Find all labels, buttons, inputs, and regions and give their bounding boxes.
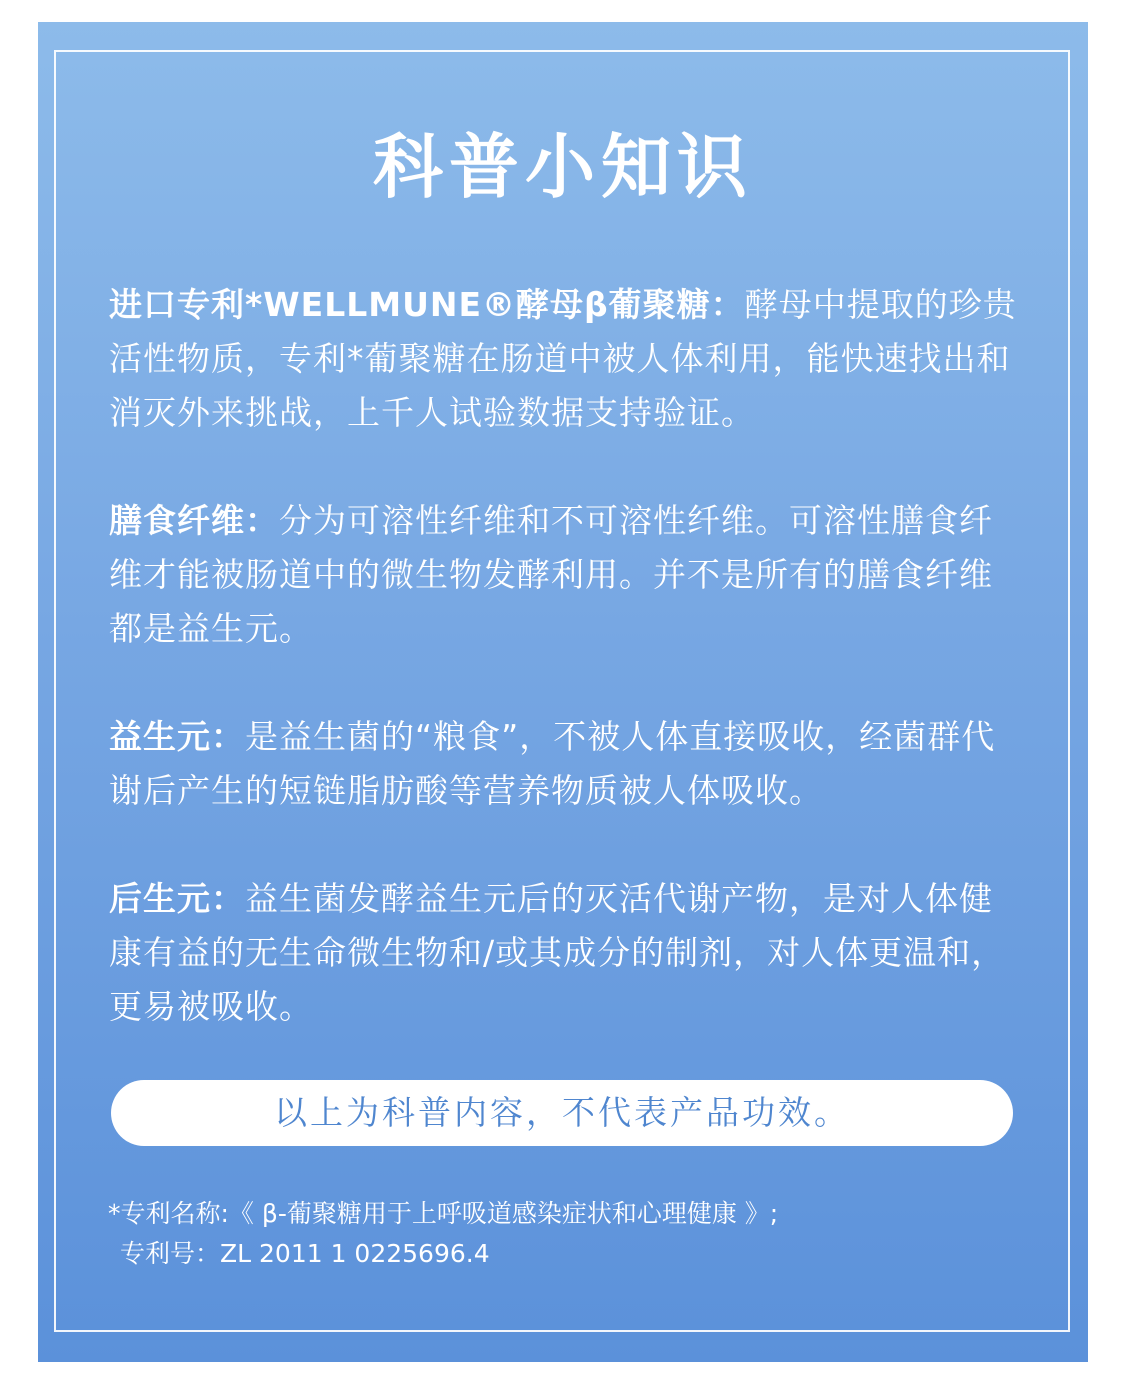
patent-footnote [108, 1194, 1008, 1274]
section-wellmune [109, 278, 1021, 440]
section-label: 进口专利*WELLMUNE®酵母β葡聚糖： [109, 285, 745, 324]
section-text: 是益生菌的“粮食”，不被人体直接吸收，经菌群代谢后产生的短链脂肪酸等营养物质被人体吸收。 [109, 717, 996, 810]
section-label: 后生元： [109, 879, 245, 918]
disclaimer-pill: 以上为科普内容，不代表产品功效。 [111, 1080, 1013, 1146]
patent-number-line: 专利号：ZL 2011 1 0225696.4 [120, 1239, 490, 1268]
section-text: 酵母中提取的珍贵活性物质，专利*葡聚糖在肠道中被人体利用，能快速找出和消灭外来挑战，上千人试验数据支持验证。 [109, 285, 1017, 432]
patent-name-line: *专利名称:《 β-葡聚糖用于上呼吸道感染症状和心理健康 》; [108, 1199, 779, 1228]
section-prebiotics [109, 710, 1021, 818]
section-text: 益生菌发酵益生元后的灭活代谢产物，是对人体健康有益的无生命微生物和/或其成分的制剂，对人体更温和，更易被吸收。 [109, 879, 1006, 1026]
section-postbiotics [109, 872, 1021, 1034]
section-dietary-fiber [109, 494, 1021, 656]
section-label: 益生元： [109, 717, 245, 756]
section-label: 膳食纤维： [109, 501, 279, 540]
knowledge-panel [38, 22, 1088, 1362]
page-title: 科普小知识 [373, 126, 753, 208]
section-text: 分为可溶性纤维和不可溶性纤维。可溶性膳食纤维才能被肠道中的微生物发酵利用。并不是所有的膳食纤维都是益生元。 [109, 501, 993, 648]
